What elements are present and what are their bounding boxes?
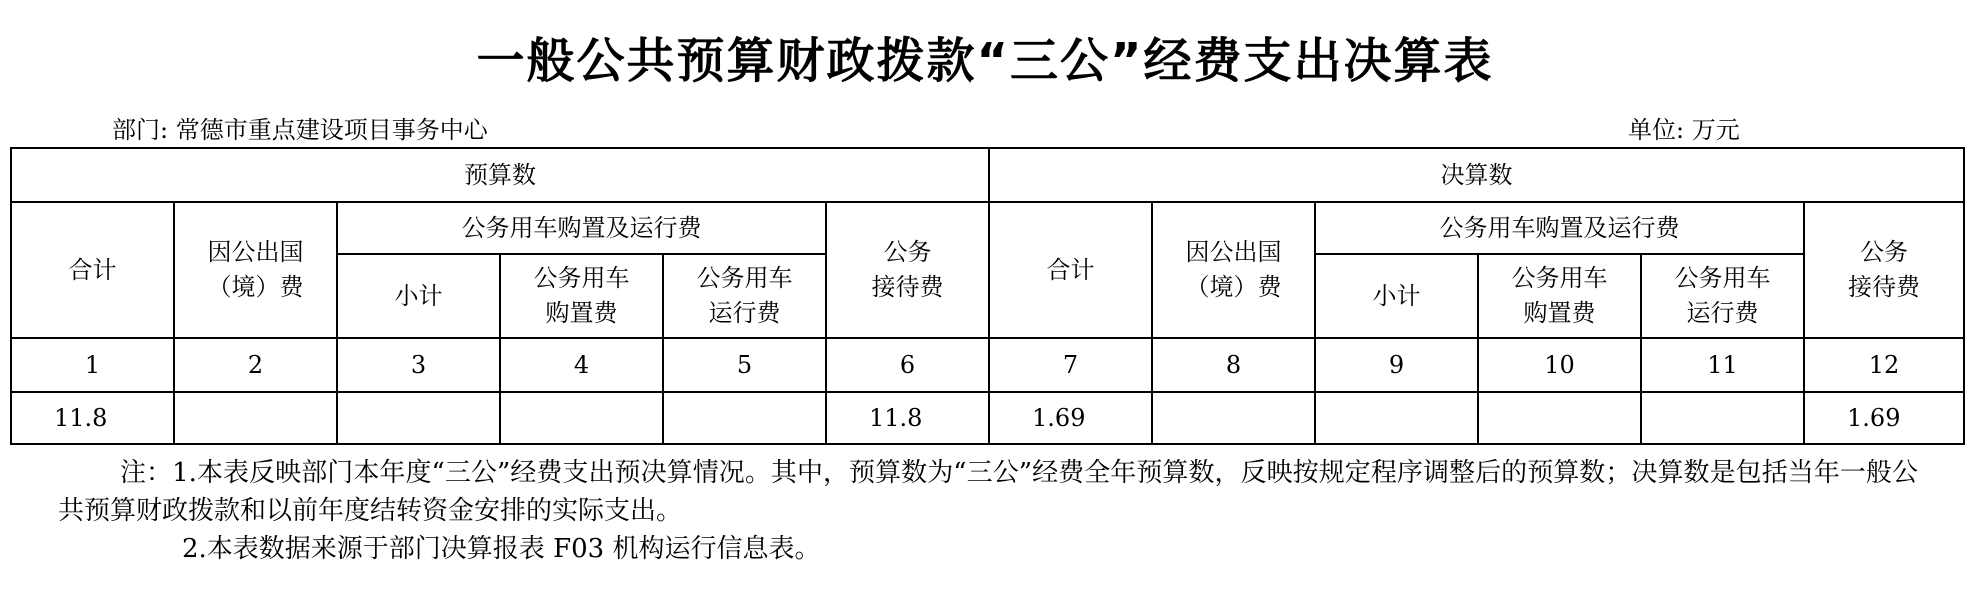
group-header-row: [11, 148, 1964, 202]
final-total-header: 合计: [989, 202, 1152, 338]
budget-abroad-header-line2: （境）费: [207, 273, 304, 301]
three-public-expenses-table: [10, 147, 1965, 445]
value-cell: [1641, 392, 1804, 444]
budget-reception-header-line2: 接待费: [871, 273, 944, 301]
budget-purchase-header-line2: 购置费: [545, 299, 618, 327]
final-subtotal-header: 小计: [1315, 254, 1478, 338]
note-1: 注：1.本表反映部门本年度“三公”经费支出预决算情况。其中，预算数为“三公”经费全年预算数，反映按规定程序调整后的预算数；决算数是包括当年一般公共预算财政拨款和以前年度结转资金安排的实际支出。: [58, 458, 1918, 526]
final-reception-header-line2: 接待费: [1848, 273, 1921, 301]
value-cell: [663, 392, 826, 444]
note-2: 2.本表数据来源于部门决算报表 F03 机构运行信息表。: [182, 534, 821, 564]
value-cell: [337, 392, 500, 444]
column-number: 9: [1315, 338, 1478, 392]
page-title: 一般公共预算财政拨款“三公”经费支出决算表: [476, 33, 1494, 89]
final-operation-header-line1: 公务用车: [1674, 264, 1771, 293]
value-cell: [1478, 392, 1641, 444]
column-number: 4: [500, 338, 663, 392]
column-number: 12: [1804, 338, 1964, 392]
final-purchase-header-line1: 公务用车: [1511, 264, 1608, 293]
column-number: 3: [337, 338, 500, 392]
budget-operation-header: [663, 254, 826, 338]
column-number: 8: [1152, 338, 1315, 392]
budget-total-header: 合计: [11, 202, 174, 338]
value-cell: [174, 392, 337, 444]
column-number: 1: [11, 338, 174, 392]
column-number: 2: [174, 338, 337, 392]
column-header-row: [11, 202, 1964, 254]
final-abroad-header: [1152, 202, 1315, 338]
budget-reception-header-line1: 公务: [883, 238, 932, 267]
budget-subtotal-header: 小计: [337, 254, 500, 338]
final-operation-header-line2: 运行费: [1686, 299, 1759, 327]
value-cell: 1.69: [989, 392, 1152, 444]
value-cell: 1.69: [1804, 392, 1964, 444]
column-number-row: [11, 338, 1964, 392]
value-cell: 11.8: [11, 392, 174, 444]
data-row: [11, 392, 1964, 444]
department-label: 部门: 常德市重点建设项目事务中心: [112, 116, 488, 144]
value-cell: [1315, 392, 1478, 444]
budget-group-header: 预算数: [11, 148, 989, 202]
final-group-header: 决算数: [989, 148, 1964, 202]
final-operation-header: [1641, 254, 1804, 338]
final-vehicle-header: 公务用车购置及运行费: [1315, 202, 1804, 254]
value-cell: [1152, 392, 1315, 444]
budget-vehicle-header: 公务用车购置及运行费: [337, 202, 826, 254]
budget-operation-header-line2: 运行费: [708, 299, 781, 327]
budget-purchase-header: [500, 254, 663, 338]
budget-operation-header-line1: 公务用车: [696, 264, 793, 293]
column-number: 11: [1641, 338, 1804, 392]
final-abroad-header-line2: （境）费: [1185, 273, 1282, 301]
value-cell: 11.8: [826, 392, 989, 444]
table-notes: [58, 454, 1918, 568]
column-number: 6: [826, 338, 989, 392]
budget-abroad-header-line1: 因公出国: [207, 238, 304, 267]
budget-purchase-header-line1: 公务用车: [533, 264, 630, 293]
unit-label: 单位: 万元: [1628, 116, 1740, 144]
column-number: 5: [663, 338, 826, 392]
column-number: 10: [1478, 338, 1641, 392]
final-purchase-header-line2: 购置费: [1523, 299, 1596, 327]
final-purchase-header: [1478, 254, 1641, 338]
column-number: 7: [989, 338, 1152, 392]
final-reception-header-line1: 公务: [1860, 238, 1909, 267]
value-cell: [500, 392, 663, 444]
final-abroad-header-line1: 因公出国: [1185, 238, 1282, 267]
budget-abroad-header: [174, 202, 337, 338]
final-reception-header: [1804, 202, 1964, 338]
budget-reception-header: [826, 202, 989, 338]
